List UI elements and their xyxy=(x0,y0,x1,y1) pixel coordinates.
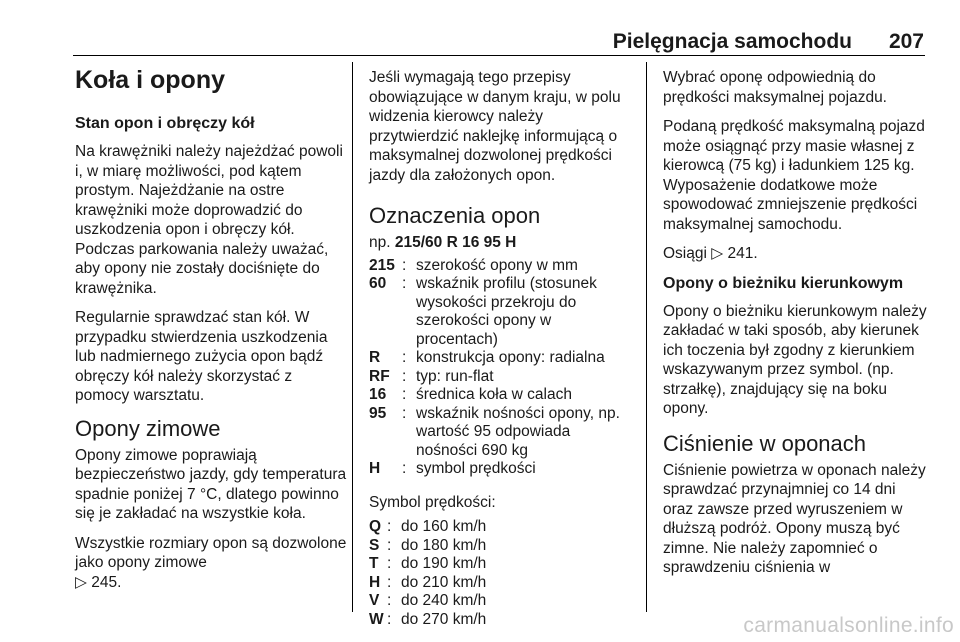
paragraph: Ciśnienie powietrza w oponach należy sprawdzać przynajmniej co 14 dni oraz zawsze przed wyruszeniem w dłuższą podróż. Opony muszą być zimne. Nie należy zapomnieć o sprawdzeniu ciśnienia w xyxy=(663,461,926,576)
watermark: carmanualsonline.info xyxy=(743,614,954,637)
definition-row-definition: wskaźnik nośności opony, np. wartość 95 odpowiada nośności 690 kg xyxy=(416,404,620,459)
column-left xyxy=(75,62,347,602)
column-divider xyxy=(646,62,647,612)
speed-row-definition: do 160 km/h xyxy=(401,518,487,535)
paragraph: Wybrać oponę odpowiednią do prędkości maksymalnej pojazdu. xyxy=(663,69,887,106)
page-number: 207 xyxy=(888,30,924,53)
definition-row-definition: konstrukcja opony: radialna xyxy=(416,349,605,366)
definition-row xyxy=(369,275,634,349)
definition-row-separator: : xyxy=(402,256,407,274)
section-heading: Opony zimowe xyxy=(75,415,221,441)
speed-row xyxy=(369,592,634,611)
paragraph: Osiągi ▷ 241. xyxy=(663,245,758,262)
chapter-title: Koła i opony xyxy=(75,66,225,94)
paragraph xyxy=(75,534,347,593)
paragraph: Podaną prędkość maksymalną pojazd może osiągnąć przy masie własnej z kierowcą (75 kg) i ładunkiem 125 kg. Wyposażenie dodatkowe może spowodować zmniejszenie prędkości maksymalnej samochodu. xyxy=(663,118,925,233)
paragraph: Regularnie sprawdzać stan kół. W przypadku stwierdzenia uszkodzenia lub nadmiernego zużycia opon bądź obręczy kół należy skorzystać z pomocy warsztatu. xyxy=(75,309,328,404)
speed-row-definition: do 240 km/h xyxy=(401,592,487,609)
definition-row xyxy=(369,349,634,368)
column-right xyxy=(663,68,928,588)
speed-row xyxy=(369,574,634,593)
speed-row-separator: : xyxy=(387,518,392,535)
section-heading: Oznaczenia opon xyxy=(369,203,541,228)
definition-row-term: R xyxy=(369,349,381,366)
section-title: Pielęgnacja samochodu xyxy=(612,30,852,53)
speed-symbol-label: Symbol prędkości: xyxy=(369,493,496,511)
speed-row-term: W xyxy=(369,610,384,628)
definition-row-separator: : xyxy=(402,367,407,385)
speed-row-separator: : xyxy=(387,573,392,591)
definition-row-separator: : xyxy=(402,275,407,292)
speed-row xyxy=(369,611,634,630)
subsection-heading: Opony o bieżniku kierunkowym xyxy=(663,274,904,292)
speed-row-term: T xyxy=(369,555,379,572)
speed-row-separator: : xyxy=(387,536,392,554)
definition-row xyxy=(369,368,634,387)
definition-row-separator: : xyxy=(402,349,407,366)
definition-row-separator: : xyxy=(402,386,407,403)
definition-row xyxy=(369,405,634,461)
definition-row xyxy=(369,386,634,405)
speed-row-definition: do 180 km/h xyxy=(401,536,487,554)
definition-row xyxy=(369,257,634,276)
definition-row-term: 215 xyxy=(369,256,395,274)
definition-row-term: 16 xyxy=(369,386,387,403)
tyre-code-example xyxy=(369,233,634,253)
definition-row xyxy=(369,460,634,479)
definition-row-definition: wskaźnik profilu (stosunek wysokości przekroju do szerokości opony w procentach) xyxy=(416,275,597,348)
subsection-heading: Stan opon i obręczy kół xyxy=(75,115,255,132)
definition-row-definition: szerokość opony w mm xyxy=(416,256,578,274)
definition-row-definition: symbol prędkości xyxy=(416,460,536,477)
section-heading: Ciśnienie w oponach xyxy=(663,430,867,456)
speed-row-term: H xyxy=(369,573,381,591)
definition-row-separator: : xyxy=(402,460,407,477)
speed-row-separator: : xyxy=(387,555,392,572)
speed-row-definition: do 210 km/h xyxy=(401,573,487,591)
speed-row-term: S xyxy=(369,536,380,554)
column-middle xyxy=(369,68,634,637)
tyre-code-definitions xyxy=(369,257,634,479)
definition-row-term: 95 xyxy=(369,404,387,422)
definition-row-term: RF xyxy=(369,367,390,385)
speed-row xyxy=(369,555,634,574)
example-code: 215/60 R 16 95 H xyxy=(394,234,517,251)
definition-row-definition: typ: run-flat xyxy=(416,367,494,385)
column-divider xyxy=(352,62,353,612)
paragraph: Jeśli wymagają tego przepisy obowiązujące w danym kraju, w polu widzenia kierowcy należy przytwierdzić naklejkę informującą o maksymalnej dozwolonej prędkości jazdy dla założonych opon. xyxy=(369,69,621,184)
paragraph: Na krawężniki należy najeżdżać powoli i, w miarę możliwości, pod kątem prostym. Najeżdżanie na ostre krawężniki może doprowadzić do uszkodzenia opon i obręczy kół. Podczas parkowania należy uważać, aby opony nie zostały dociśnięte do krawężnika. xyxy=(75,143,343,297)
paragraph-text: Wszystkie rozmiary opon są dozwolone jako opony zimowe xyxy=(75,534,347,571)
header-divider xyxy=(73,55,925,56)
speed-row-definition: do 270 km/h xyxy=(401,610,487,628)
speed-row-separator: : xyxy=(387,610,392,628)
speed-row-definition: do 190 km/h xyxy=(401,555,487,572)
speed-row xyxy=(369,537,634,556)
speed-row-separator: : xyxy=(387,592,392,609)
definition-row-term: H xyxy=(369,460,381,477)
speed-row xyxy=(369,518,634,537)
definition-row-term: 60 xyxy=(369,275,387,292)
page-header xyxy=(0,0,960,60)
speed-row-term: Q xyxy=(369,518,382,535)
paragraph: Opony o bieżniku kierunkowym należy zakładać w taki sposób, aby kierunek ich toczenia był zgodny z kierunkiem wskazywanym przez symbol. (np. strzałkę), znajdujący się na boku opony. xyxy=(663,302,927,417)
definition-row-definition: średnica koła w calach xyxy=(416,386,572,403)
example-prefix: np. xyxy=(369,234,395,251)
speed-row-term: V xyxy=(369,592,380,609)
definition-row-separator: : xyxy=(402,404,407,422)
paragraph: Opony zimowe poprawiają bezpieczeństwo jazdy, gdy temperatura spadnie poniżej 7 °C, dlatego powinno się je zakładać na wszystkie koła. xyxy=(75,446,347,522)
page-reference-link[interactable]: ▷ 245. xyxy=(75,573,122,591)
speed-symbol-list xyxy=(369,518,634,629)
